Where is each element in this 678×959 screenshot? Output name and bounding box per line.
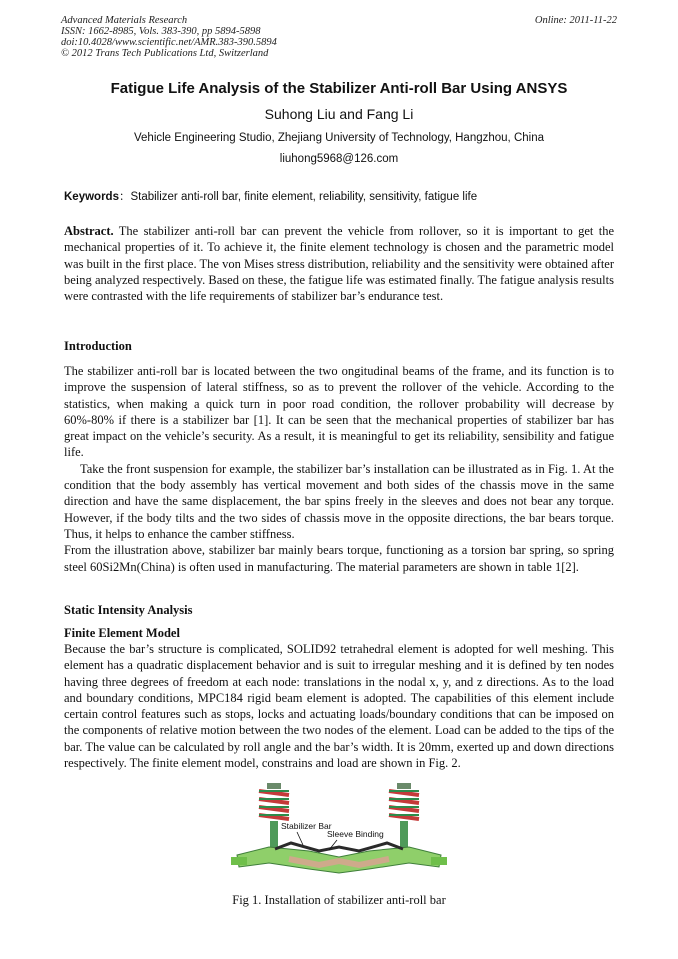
paper-affiliation: Vehicle Engineering Studio, Zhejiang University of Technology, Hangzhou, China bbox=[134, 132, 544, 144]
abstract-block bbox=[64, 223, 614, 304]
issn-line: ISSN: 1662-8985, Vols. 383-390, pp 5894-5898 bbox=[61, 26, 261, 37]
keywords-line bbox=[64, 188, 477, 204]
fem-paragraph-1: Because the bar’s structure is complicated, SOLID92 tetrahedral element is adopted for well meshing. This element has a quadratic displacement behavior and is suit to irregular meshing and it is defined by ten nodes having three degrees of freedom at each node: translations in the nodal x, y, and z directions. As to the load and boundary conditions, MPC184 rigid beam element is adopted. The capabilities of this element include certain control features such as stops, locks and actuating loads/boundary conditions that can be imposed on the components of relative motion between the two nodes of the element. Load can be added to the tips of the bar. The value can be calculated by roll angle and the bar’s width. It is 20mm, exerted up and down directions respectively. The finite element model, constrains and load are shown in Fig. 2. bbox=[64, 642, 614, 771]
suspension-figure bbox=[229, 777, 449, 885]
static-analysis-heading: Static Intensity Analysis bbox=[64, 603, 193, 617]
abstract-text: The stabilizer anti-roll bar can prevent the vehicle from rollover, so it is important to get the mechanical properties of it. To achieve it, the finite element technology is chosen and the parametric model was built in the first place. The von Mises stress distribution, reliability and the sensitivity were obtained after being analyzed respectively. Based on these, the fatigue life was estimated finally. The fatigue analysis results were contrasted with the life requirements of stabilizer bar’s endurance test. bbox=[64, 224, 614, 304]
introduction-body bbox=[64, 363, 614, 575]
label-sleeve-binding: Sleeve Binding bbox=[327, 829, 384, 839]
online-date: Online: 2011-11-22 bbox=[534, 15, 617, 26]
intro-paragraph-3: From the illustration above, stabilizer bar mainly bears torque, functioning as a torsion bar spring, so spring steel 60Si2Mn(China) is often used in manufacturing. The material parameters are shown in table 1[2]. bbox=[64, 543, 614, 574]
intro-paragraph-1: The stabilizer anti-roll bar is located between the two ongitudinal beams of the frame, and its function is to improve the suspension of lateral stiffness, so as to prevent the rollover of the vehicle. According to the statistics, when making a quick turn in poor road condition, the rollover probability will decrease by 60%-80% if there is a stabilizer bar [1]. It can be seen that the mechanical properties of stabilizer bar has great impact on the vehicle’s security. As a result, it is meaningful to get its reliability, sensibility and fatigue life. bbox=[64, 364, 614, 460]
journal-name: Advanced Materials Research bbox=[61, 15, 188, 26]
fem-body bbox=[64, 641, 614, 771]
keywords-label: Keywords bbox=[64, 191, 119, 203]
intro-paragraph-2: Take the front suspension for example, the stabilizer bar’s installation can be illustrated as in Fig. 1. At the condition that the body assembly has vertical movement and both sides of the chassis move in the same direction and have the same displacement, the bar spins freely in the sleeves and does not bear any torque. However, if the body tilts and the two sides of chassis move in the opposite directions, the bar bears torque. Thus, it helps to enhance the camber stiffness. bbox=[64, 461, 614, 541]
keywords-text: Stabilizer anti-roll bar, finite element, reliability, sensitivity, fatigue life bbox=[130, 191, 478, 203]
figure-caption: Fig 1. Installation of stabilizer anti-roll bar bbox=[232, 893, 446, 907]
fem-heading: Finite Element Model bbox=[64, 626, 180, 640]
doi-line[interactable]: doi:10.4028/www.scientific.net/AMR.383-390.5894 bbox=[61, 37, 277, 48]
paper-title: Fatigue Life Analysis of the Stabilizer Anti-roll Bar Using ANSYS bbox=[110, 80, 568, 97]
author-email[interactable]: liuhong5968@126.com bbox=[279, 153, 399, 165]
introduction-heading: Introduction bbox=[64, 339, 132, 353]
journal-header bbox=[61, 15, 617, 59]
label-stabilizer-bar: Stabilizer Bar bbox=[281, 821, 332, 831]
abstract-label: Abstract. bbox=[64, 224, 114, 238]
keywords-separator: ： bbox=[118, 191, 131, 203]
paper-authors: Suhong Liu and Fang Li bbox=[264, 106, 414, 122]
copyright-line: © 2012 Trans Tech Publications Ltd, Switzerland bbox=[61, 48, 269, 59]
